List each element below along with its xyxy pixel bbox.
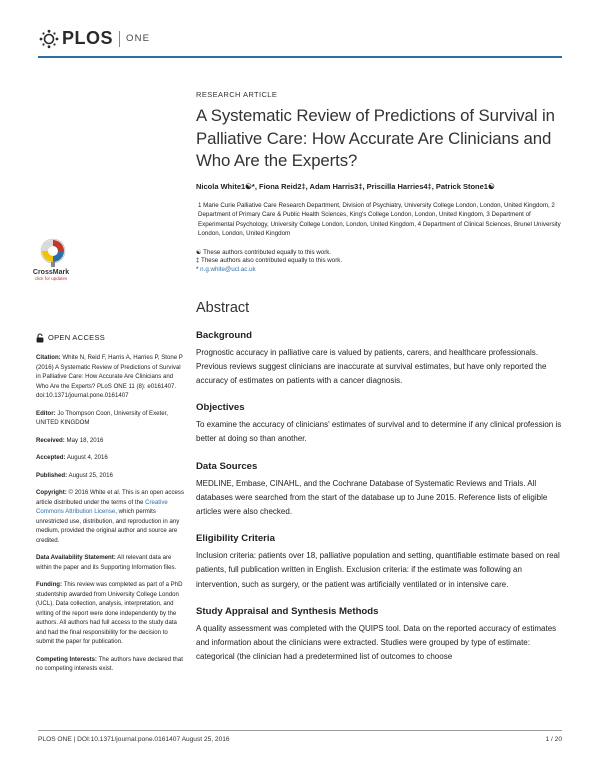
- competing-interests-block: [36, 655, 184, 674]
- author-notes: [196, 249, 566, 275]
- logo-text: PLOS: [62, 28, 114, 48]
- license-link[interactable]: Creative Commons Attribution License: [36, 498, 168, 515]
- affiliations: 1 Marie Curie Palliative Care Research Department, Division of Psychiatry, University College London, London, United Kingdom, 2 Department of Primary Care & Public Health Sciences, King's College London, London, United Kingdom, 3 Department of Experimental Psychology, University College London, London, United Kingdom, 4 Department of Clinical Sciences, Brunel University London, London, United Kingdom: [198, 201, 561, 238]
- section-heading: Study Appraisal and Synthesis Methods: [196, 605, 379, 617]
- accepted-block: [36, 453, 184, 463]
- received-block: [36, 436, 184, 446]
- published-label: Published:: [36, 471, 68, 479]
- citation-text: White N, Reid F, Harris A, Harries P, Stone P (2016) A Systematic Review of Predictions of Survival in Palliative Care: How Accurate Are Clinicians and Who Are the Experts? PLoS ONE 11 (8): e0161407. doi:10.1371/journal.pone.0161407: [36, 354, 183, 399]
- section-text: Prognostic accuracy in palliative care is valued by patients, carers, and healthcare professionals. Previous reviews suggest clinicians are inaccurate at survival estimates, but have only reported the accuracy of estimates on patients with a cancer diagnosis.: [196, 347, 547, 386]
- author-list: Nicola White1☯*, Fiona Reid2‡, Adam Harris3‡, Priscilla Harries4‡, Patrick Stone1☯: [196, 181, 495, 191]
- data-availability-label: Data Availability Statement:: [36, 554, 116, 561]
- editor-text: Jo Thompson Coon, University of Exeter, UNITED KINGDOM: [36, 409, 168, 426]
- footer-citation: PLOS ONE | DOI:10.1371/journal.pone.0161407 August 25, 2016: [38, 736, 230, 743]
- competing-interests-text: The authors have declared that no competing interests exist.: [36, 655, 183, 672]
- citation-block: [36, 353, 184, 401]
- abstract-section-data-sources: [196, 461, 566, 520]
- citation-label: Citation:: [36, 354, 61, 361]
- section-heading: Objectives: [196, 402, 245, 414]
- accepted-date: August 4, 2016: [66, 454, 108, 461]
- copyright-text-end: , which permits unrestricted use, distribution, and reproduction in any medium, provided the original author and source are credited.: [36, 508, 180, 544]
- article-main: [196, 90, 566, 665]
- section-text: To examine the accuracy of clinicians' estimates of survival and to determine if any clinical profession is better at doing so than another.: [196, 420, 562, 444]
- section-text: MEDLINE, Embase, CINAHL, and the Cochrane Database of Systematic Reviews and Trials. All databases were searched from the start of the database up to June 2015. Reference lists of eligible articles were also checked.: [196, 478, 548, 517]
- editor-label: Editor:: [36, 409, 56, 417]
- open-lock-icon: [36, 333, 44, 343]
- plos-dots-icon: [38, 29, 60, 49]
- copyright-label: Copyright:: [36, 489, 67, 496]
- abstract-section-background: [196, 330, 566, 389]
- funding-label: Funding:: [36, 581, 63, 588]
- received-label: Received:: [36, 436, 65, 444]
- corresponding-email-line: [196, 266, 566, 275]
- page-number: 1 / 20: [545, 736, 562, 743]
- copyright-block: [36, 488, 184, 545]
- corresponding-email-link[interactable]: n.g.white@ucl.ac.uk: [200, 266, 256, 274]
- crossmark-title: CrossMark: [32, 269, 70, 276]
- also-contribution-note: ‡ These authors also contributed equally to this work.: [196, 257, 343, 265]
- competing-interests-label: Competing Interests:: [36, 655, 97, 663]
- funding-block: [36, 580, 184, 647]
- abstract-section-eligibility: [196, 533, 566, 592]
- article-type: RESEARCH ARTICLE: [196, 90, 278, 99]
- published-date: August 25, 2016: [68, 471, 113, 479]
- accepted-label: Accepted:: [36, 454, 66, 461]
- abstract-section-objectives: [196, 402, 566, 446]
- article-title: A Systematic Review of Predictions of Survival in Palliative Care: How Accurate Are Clinicians and Who Are the Experts?: [196, 106, 555, 170]
- crossmark-icon: [40, 238, 66, 268]
- editor-block: [36, 409, 184, 428]
- header-rule: [38, 56, 562, 58]
- data-availability-block: [36, 553, 184, 572]
- received-date: May 18, 2016: [66, 436, 104, 444]
- published-block: [36, 471, 184, 481]
- corresponding-star: *: [196, 266, 199, 274]
- open-access-badge: [36, 333, 184, 343]
- copyright-text: © 2016 White et al. This is an open access article distributed under the terms of the: [36, 489, 184, 506]
- article-info-sidebar: [36, 333, 184, 682]
- plos-one-logo[interactable]: [38, 28, 150, 49]
- logo-divider: [119, 31, 120, 47]
- data-availability-text: All relevant data are within the paper and its Supporting Information files.: [36, 554, 177, 571]
- footer-rule: [38, 730, 562, 731]
- funding-text: This review was completed as part of a PhD studentship awarded from University College London (UCL). Data collection, analysis, interpretation, and writing of the report were done independently by the authors. All authors had full access to the study data and had the final responsibility for the decision to submit the paper for publication.: [36, 581, 183, 645]
- equal-contribution-note: ☯ These authors contributed equally to this work.: [196, 248, 332, 256]
- section-text: Inclusion criteria: patients over 18, palliative population and setting, quantifiable estimate based on real patients, full publication written in English. Exclusion criteria: if the estimate was following an intervention, such as surgery, or the patient was artificially ventilated or in intensive care.: [196, 551, 560, 589]
- crossmark-badge[interactable]: [32, 238, 70, 281]
- journal-name: ONE: [126, 33, 151, 44]
- abstract-heading: Abstract: [196, 299, 250, 316]
- section-heading: Data Sources: [196, 460, 258, 472]
- section-heading: Background: [196, 329, 252, 341]
- section-text: A quality assessment was completed with the QUIPS tool. Data on the reported accuracy of estimates and information about the clinicians were extracted. Studies were grouped by type of estimate: categorical (the clinician had a predetermined list of outcomes to choose: [196, 623, 557, 662]
- section-heading: Eligibility Criteria: [196, 533, 275, 545]
- crossmark-subtitle: click for updates: [34, 276, 68, 281]
- open-access-label: OPEN ACCESS: [48, 333, 106, 343]
- abstract-section-appraisal: [196, 606, 566, 665]
